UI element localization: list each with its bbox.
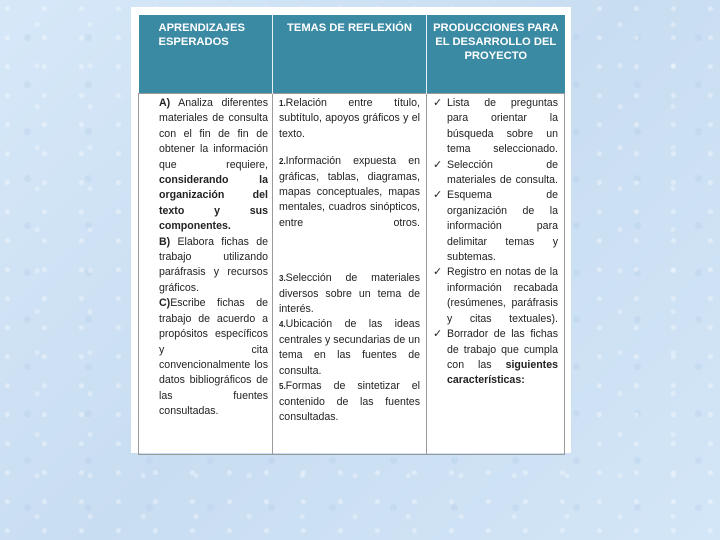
aprendizaje-a-bold: considerando la organización del texto y sus componentes. bbox=[159, 174, 268, 233]
document-sheet bbox=[131, 7, 571, 453]
tema-text: Ubicación de las ideas centrales y secundarias de un tema en las fuentes de consulta. bbox=[279, 318, 420, 377]
letter-a: A) bbox=[159, 97, 171, 109]
header-temas: TEMAS DE REFLEXIÓN bbox=[273, 15, 427, 94]
check-icon: ✓ bbox=[433, 328, 443, 341]
header-aprendizajes: APRENDIZAJES ESPERADOS bbox=[139, 15, 273, 94]
produccion-text: Borrador de las fichas de trabajo que cumpla con las bbox=[447, 328, 558, 371]
check-icon: ✓ bbox=[433, 97, 443, 109]
produccion-text: Esquema de organización de la información para delimitar temas y subtemas. bbox=[447, 189, 558, 264]
tema-text: Formas de sintetizar el contenido de las fuentes consultadas. bbox=[279, 380, 420, 423]
check-icon: ✓ bbox=[433, 189, 443, 202]
planning-table bbox=[138, 15, 565, 455]
tema-item bbox=[279, 379, 420, 425]
producciones-list bbox=[433, 96, 558, 389]
tema-number: 1. bbox=[279, 99, 286, 108]
tema-item bbox=[279, 317, 420, 379]
list-item bbox=[433, 188, 558, 265]
temas-cell bbox=[273, 94, 427, 455]
aprendizaje-b bbox=[159, 235, 268, 297]
tema-number: 4. bbox=[279, 320, 286, 330]
aprendizajes-cell bbox=[139, 94, 273, 455]
tema-number: 2. bbox=[279, 157, 286, 167]
tema-text: Selección de materiales diversos sobre un tema de interés. bbox=[279, 272, 420, 316]
aprendizaje-a bbox=[159, 96, 268, 235]
letter-c: C) bbox=[159, 297, 171, 310]
tema-number: 5. bbox=[279, 382, 286, 392]
aprendizaje-b-text: Elabora fichas de trabajo utilizando paráfrasis y recursos gráficos. bbox=[159, 235, 268, 294]
tema-item bbox=[279, 154, 420, 231]
tema-text: Información expuesta en gráficas, tablas, diagramas, mapas conceptuales, mapas mentales, cuadros sinópticos, entre otros. bbox=[279, 155, 420, 229]
check-icon: ✓ bbox=[433, 158, 443, 171]
letter-b: B) bbox=[159, 235, 171, 248]
tema-item bbox=[279, 96, 420, 142]
table-header-row bbox=[139, 15, 565, 94]
table-body-row bbox=[139, 94, 565, 455]
list-item bbox=[433, 96, 558, 158]
check-icon: ✓ bbox=[433, 266, 443, 279]
producciones-cell bbox=[427, 94, 565, 455]
list-item bbox=[433, 327, 558, 389]
header-producciones: PRODUCCIONES PARA EL DESARROLLO DEL PROYECTO bbox=[427, 15, 565, 94]
tema-number: 3. bbox=[279, 274, 286, 284]
produccion-text: Lista de preguntas para orientar la búsqueda sobre un tema seleccionado. bbox=[447, 97, 558, 156]
tema-text: Relación entre título, subtítulo, apoyos gráficos y el texto. bbox=[279, 97, 420, 140]
list-item bbox=[433, 158, 558, 189]
aprendizaje-c bbox=[159, 296, 268, 419]
aprendizaje-a-text: Analiza diferentes materiales de consulta con el fin de fin de obtener la información que requiere, bbox=[159, 97, 269, 171]
list-item bbox=[433, 265, 558, 327]
aprendizaje-c-text: Escribe fichas de trabajo de acuerdo a propósitos específicos y cita convencionalmente los datos bibliográficos de las fuentes consultadas. bbox=[159, 297, 268, 418]
produccion-bold: siguientes características: bbox=[447, 358, 558, 387]
produccion-text: Selección de materiales de consulta. bbox=[447, 158, 558, 187]
produccion-text: Registro en notas de la información recabada (resúmenes, paráfrasis y citas textuales). bbox=[447, 266, 558, 325]
tema-item bbox=[279, 271, 420, 317]
